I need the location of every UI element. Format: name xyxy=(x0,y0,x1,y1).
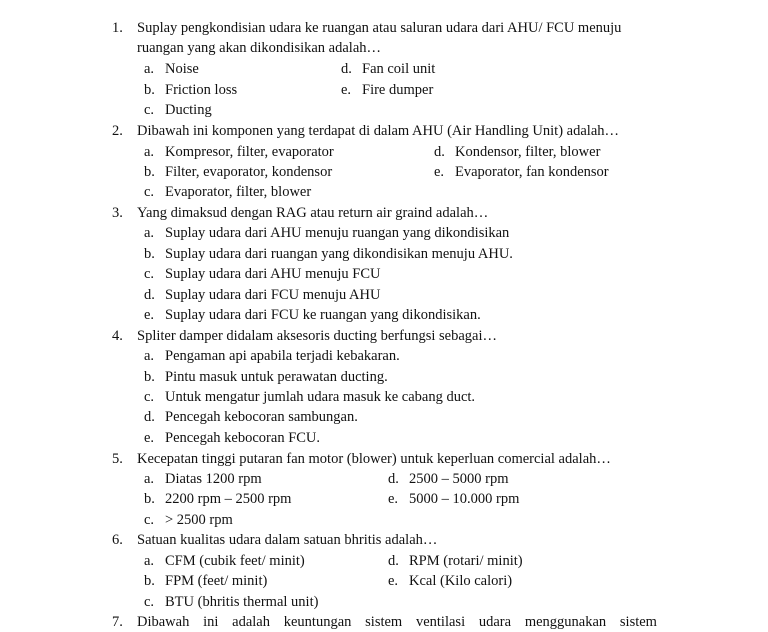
option-e: e. Suplay udara dari FCU ke ruangan yang dikondisikan. xyxy=(144,307,481,323)
option-a: a. Suplay udara dari AHU menuju ruangan yang dikondisikan xyxy=(144,225,510,241)
option-d: d. Fan coil unit xyxy=(341,61,436,77)
option-b: b. Friction loss xyxy=(144,82,238,98)
option-e: e. Evaporator, fan kondensor xyxy=(434,164,609,180)
question-text: Kecepatan tinggi putaran fan motor (blower) untuk keperluan comercial adalah… xyxy=(137,451,611,467)
option-c: c. Ducting xyxy=(144,102,212,118)
option-a: a. Diatas 1200 rpm xyxy=(144,471,262,487)
question-number: 5. xyxy=(112,451,123,467)
option-d: d. RPM (rotari/ minit) xyxy=(388,553,523,569)
option-d: d. Kondensor, filter, blower xyxy=(434,144,601,160)
question-number: 1. xyxy=(112,20,123,36)
question-text: Yang dimaksud dengan RAG atau return air graind adalah… xyxy=(137,205,489,221)
question-text: Satuan kualitas udara dalam satuan bhritis adalah… xyxy=(137,532,438,548)
question-number: 6. xyxy=(112,532,123,548)
option-c: c. Untuk mengatur jumlah udara masuk ke cabang duct. xyxy=(144,389,476,405)
option-b: b. Filter, evaporator, kondensor xyxy=(144,164,333,180)
option-a: a. CFM (cubik feet/ minit) xyxy=(144,553,305,569)
option-a: a. Noise xyxy=(144,61,199,77)
option-d: d. Pencegah kebocoran sambungan. xyxy=(144,409,358,425)
question-text: Dibawah ini komponen yang terdapat di dalam AHU (Air Handling Unit) adalah… xyxy=(137,123,620,139)
option-e: e. 5000 – 10.000 rpm xyxy=(388,491,520,507)
option-b: b. Pintu masuk untuk perawatan ducting. xyxy=(144,369,388,385)
option-c: c. BTU (bhritis thermal unit) xyxy=(144,594,319,610)
option-e: e. Kcal (Kilo calori) xyxy=(388,573,513,589)
question-text: Suplay pengkondisian udara ke ruangan atau saluran udara dari AHU/ FCU menuju xyxy=(137,20,622,36)
option-a: a. Pengaman api apabila terjadi kebakaran. xyxy=(144,348,400,364)
question-text: Dibawah ini adalah keuntungan sistem ventilasi udara menggunakan sistem xyxy=(137,614,657,630)
option-d: d. 2500 – 5000 rpm xyxy=(388,471,509,487)
question-number: 3. xyxy=(112,205,123,221)
option-c: c. > 2500 rpm xyxy=(144,512,233,528)
question-number: 2. xyxy=(112,123,123,139)
option-a: a. Kompresor, filter, evaporator xyxy=(144,144,334,160)
option-c: c. Evaporator, filter, blower xyxy=(144,184,312,200)
option-b: b. 2200 rpm – 2500 rpm xyxy=(144,491,292,507)
question-number: 4. xyxy=(112,328,123,344)
option-e: e. Pencegah kebocoran FCU. xyxy=(144,430,321,446)
option-c: c. Suplay udara dari AHU menuju FCU xyxy=(144,266,381,282)
question-text-continued: ruangan yang akan dikondisikan adalah… xyxy=(137,40,382,56)
option-b: b. Suplay udara dari ruangan yang dikondisikan menuju AHU. xyxy=(144,246,513,262)
question-text: Spliter damper didalam aksesoris ducting berfungsi sebagai… xyxy=(137,328,497,344)
option-b: b. FPM (feet/ minit) xyxy=(144,573,268,589)
option-e: e. Fire dumper xyxy=(341,82,434,98)
question-number: 7. xyxy=(112,614,123,630)
option-d: d. Suplay udara dari FCU menuju AHU xyxy=(144,287,381,303)
